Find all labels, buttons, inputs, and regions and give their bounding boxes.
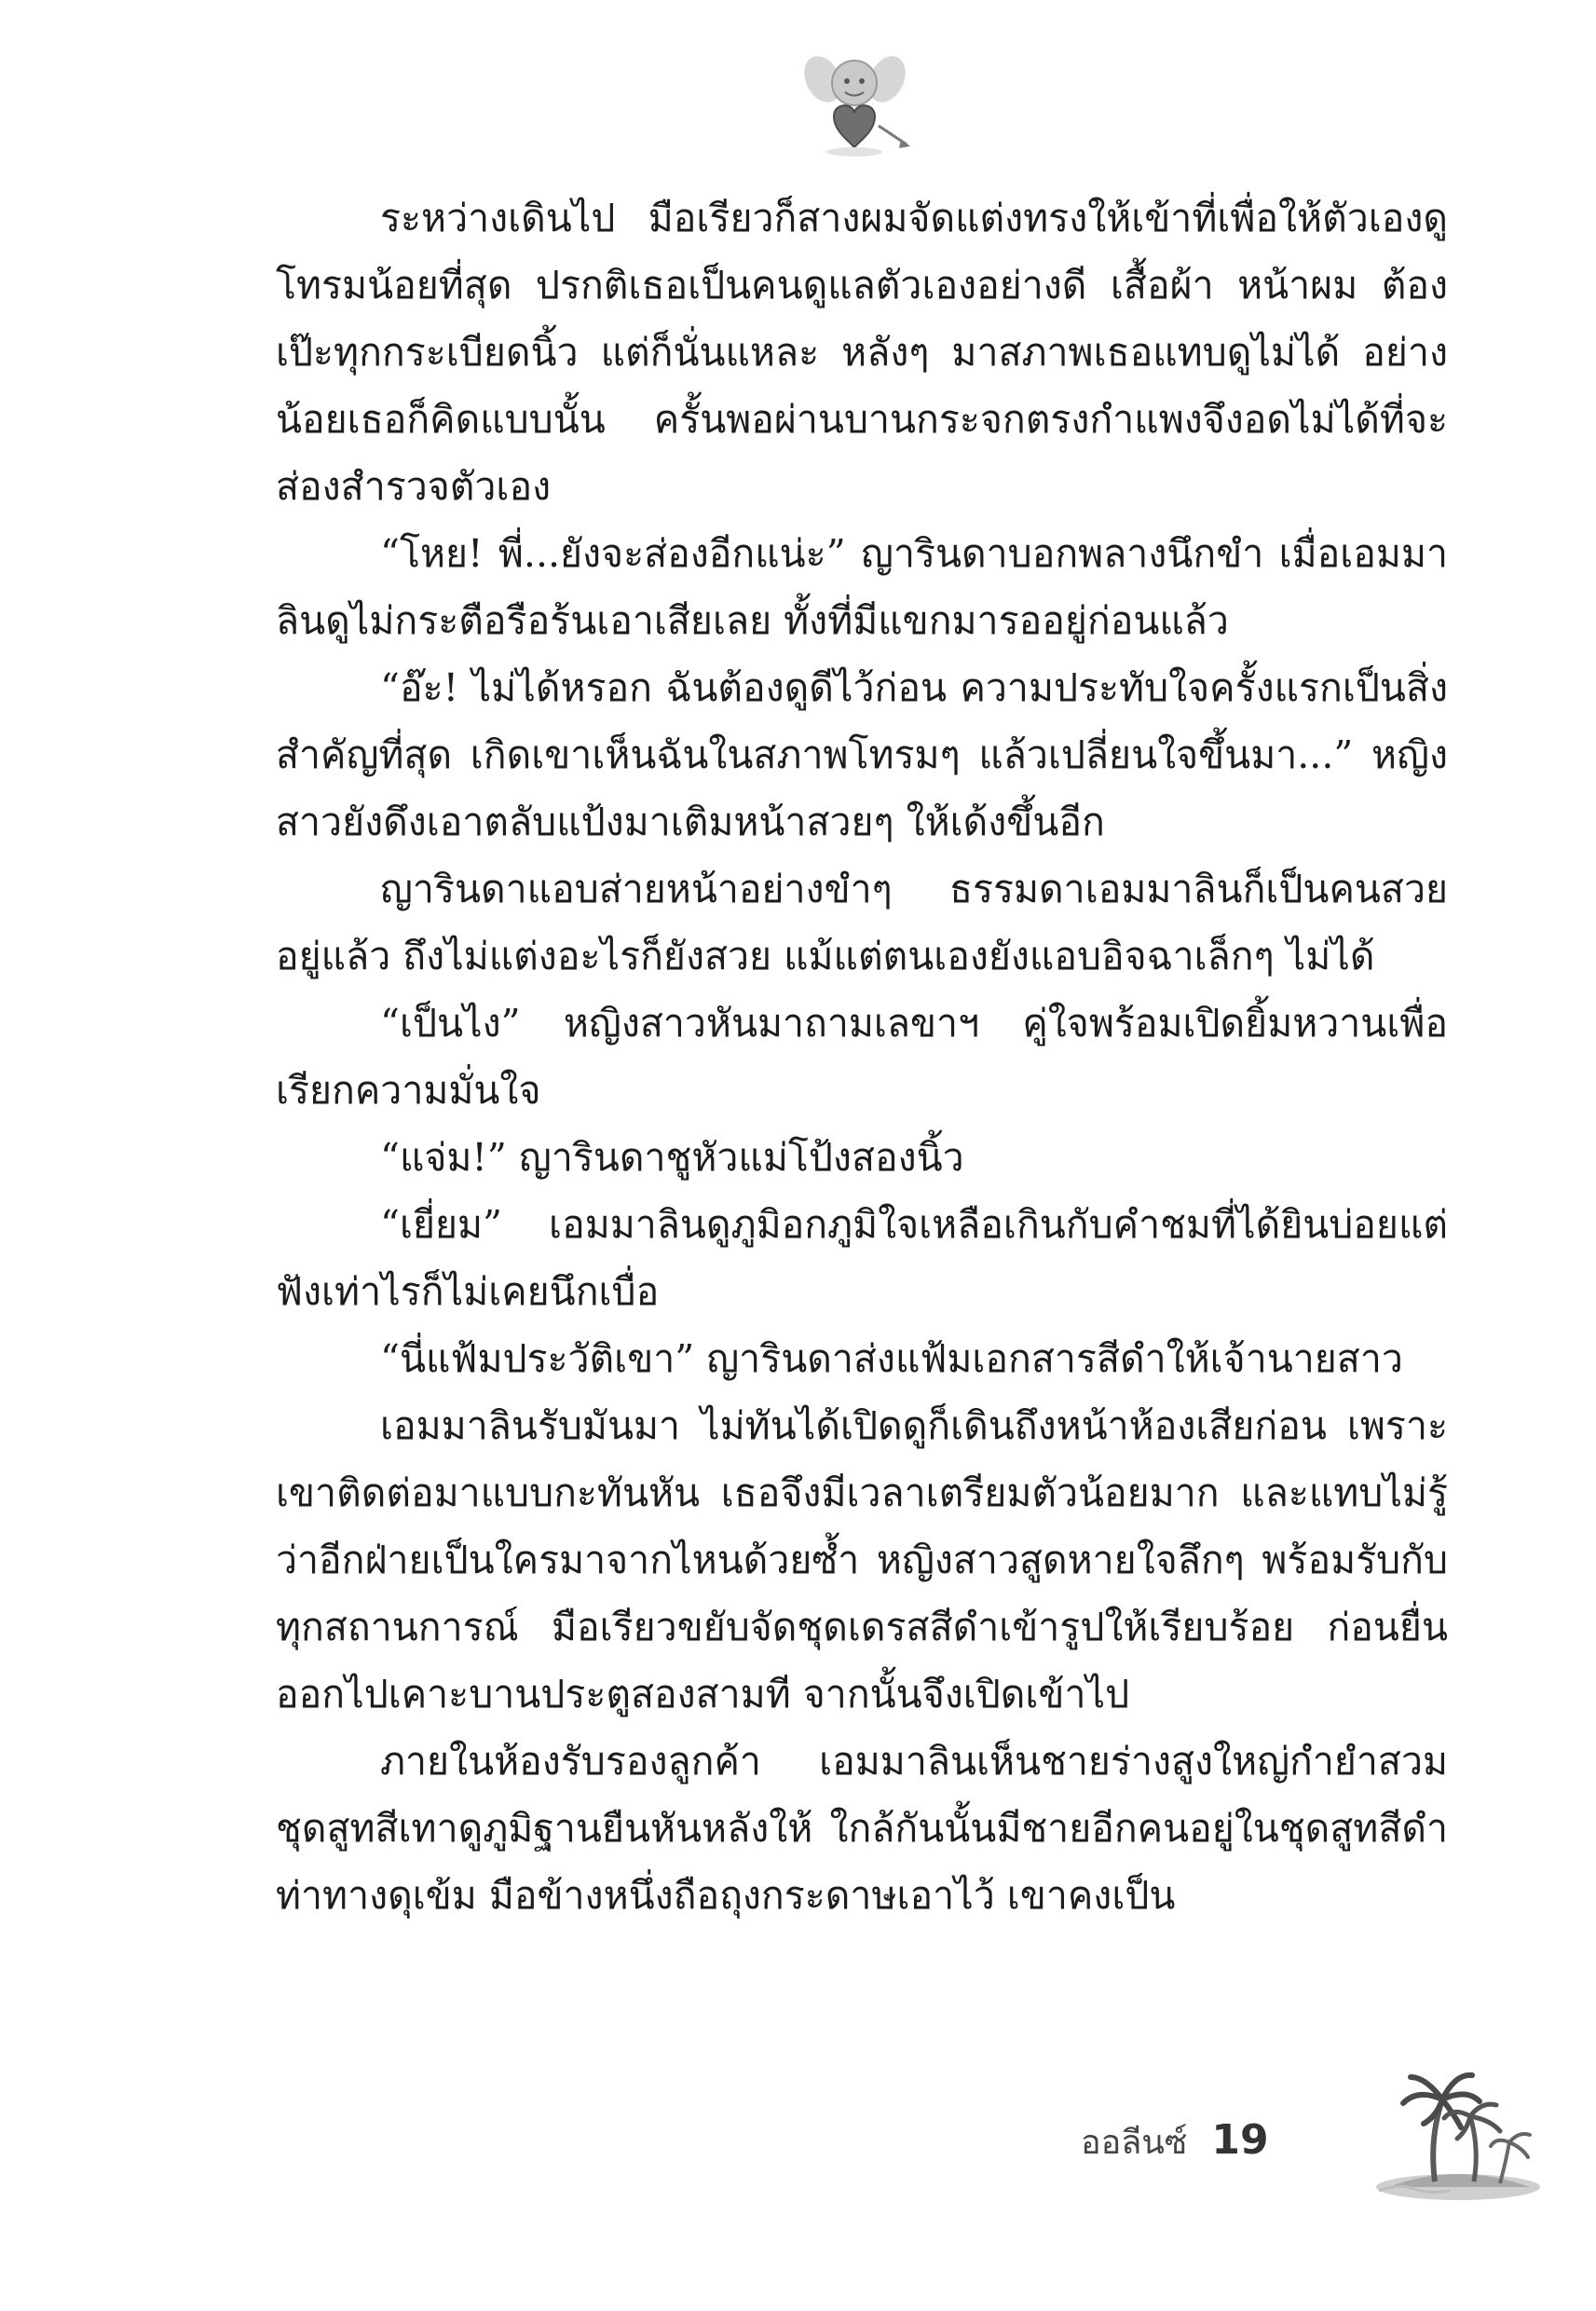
running-head: ออลีนซ์ [1081, 2124, 1188, 2162]
paragraph: “เป็นไง” หญิงสาวหันมาถามเลขาฯ คู่ใจพร้อมเปิดยิ้มหวานเพื่อเรียกความมั่นใจ [276, 1001, 1448, 1113]
paragraph: “นี่แฟ้มประวัติเขา” ญารินดาส่งแฟ้มเอกสารสีดำให้เจ้านายสาว [380, 1336, 1403, 1381]
cupid-with-heart-icon [797, 51, 913, 158]
palm-tree-island-icon [1370, 2064, 1547, 2204]
paragraph: “เยี่ยม” เอมมาลินดูภูมิอกภูมิใจเหลือเกินกับคำชมที่ได้ยินบ่อยแต่ฟังเท่าไรก็ไม่เคยนึกเบื่อ [276, 1202, 1448, 1314]
paragraph: ญารินดาแอบส่ายหน้าอย่างขำๆ ธรรมดาเอมมาลินก็เป็นคนสวยอยู่แล้ว ถึงไม่แต่งอะไรก็ยังสวย แม้แต่ตนเองยังแอบอิจฉาเล็กๆ ไม่ได้ [276, 867, 1448, 978]
paragraph: “แจ่ม!” ญารินดาชูหัวแม่โป้งสองนิ้ว [380, 1135, 964, 1180]
paragraph: ระหว่างเดินไป มือเรียวก็สางผมจัดแต่งทรงให้เข้าที่เพื่อให้ตัวเองดูโทรมน้อยที่สุด ปรกติเธอเป็นคนดูแลตัวเองอย่างดี เสื้อผ้า หน้าผม ต้องเป๊ะทุกกระเบียดนิ้ว แต่ก็นั่นแหละ หลังๆ มาสภาพเธอแทบดูไม่ได้ อย่างน้อยเธอก็คิดแบบนั้น ครั้นพอผ่านบานกระจกตรงกำแพงจึงอดไม่ได้ที่จะส่องสำรวจตัวเอง [276, 196, 1448, 509]
paragraph: “โหย! พี่...ยังจะส่องอีกแน่ะ” ญารินดาบอกพลางนึกขำ เมื่อเอมมาลินดูไม่กระตือรือร้นเอาเสียเลย ทั้งที่มีแขกมารออยู่ก่อนแล้ว [276, 531, 1448, 643]
paragraph: เอมมาลินรับมันมา ไม่ทันได้เปิดดูก็เดินถึงหน้าห้องเสียก่อน เพราะเขาติดต่อมาแบบกะทันหัน เธอจึงมีเวลาเตรียมตัวน้อยมาก และแทบไม่รู้ว่าอีกฝ่ายเป็นใครมาจากไหนด้วยซ้ำ หญิงสาวสูดหายใจลึกๆ พร้อมรับกับทุกสถานการณ์ มือเรียวขยับจัดชุดเดรสสีดำเข้ารูปให้เรียบร้อย ก่อนยื่นออกไปเคาะบานประตูสองสามที จากนั้นจึงเปิดเข้าไป [276, 1403, 1448, 1716]
page-footer [1081, 2115, 1269, 2171]
paragraph: “อ๊ะ! ไม่ได้หรอก ฉันต้องดูดีไว้ก่อน ความประทับใจครั้งแรกเป็นสิ่งสำคัญที่สุด เกิดเขาเห็นฉันในสภาพโทรมๆ แล้วเปลี่ยนใจขึ้นมา...” หญิงสาวยังดึงเอาตลับแป้งมาเติมหน้าสวยๆ ให้เด้งขึ้นอีก [276, 665, 1448, 844]
page-number: 19 [1211, 2116, 1269, 2164]
paragraph: ภายในห้องรับรองลูกค้า เอมมาลินเห็นชายร่างสูงใหญ่กำยำสวมชุดสูทสีเทาดูภูมิฐานยืนหันหลังให้ ใกล้กันนั้นมีชายอีกคนอยู่ในชุดสูทสีดำท่าทางดุเข้ม มือข้างหนึ่งถือถุงกระดาษเอาไว้ เขาคงเป็น [276, 1739, 1448, 1918]
body-text [276, 185, 1448, 1929]
